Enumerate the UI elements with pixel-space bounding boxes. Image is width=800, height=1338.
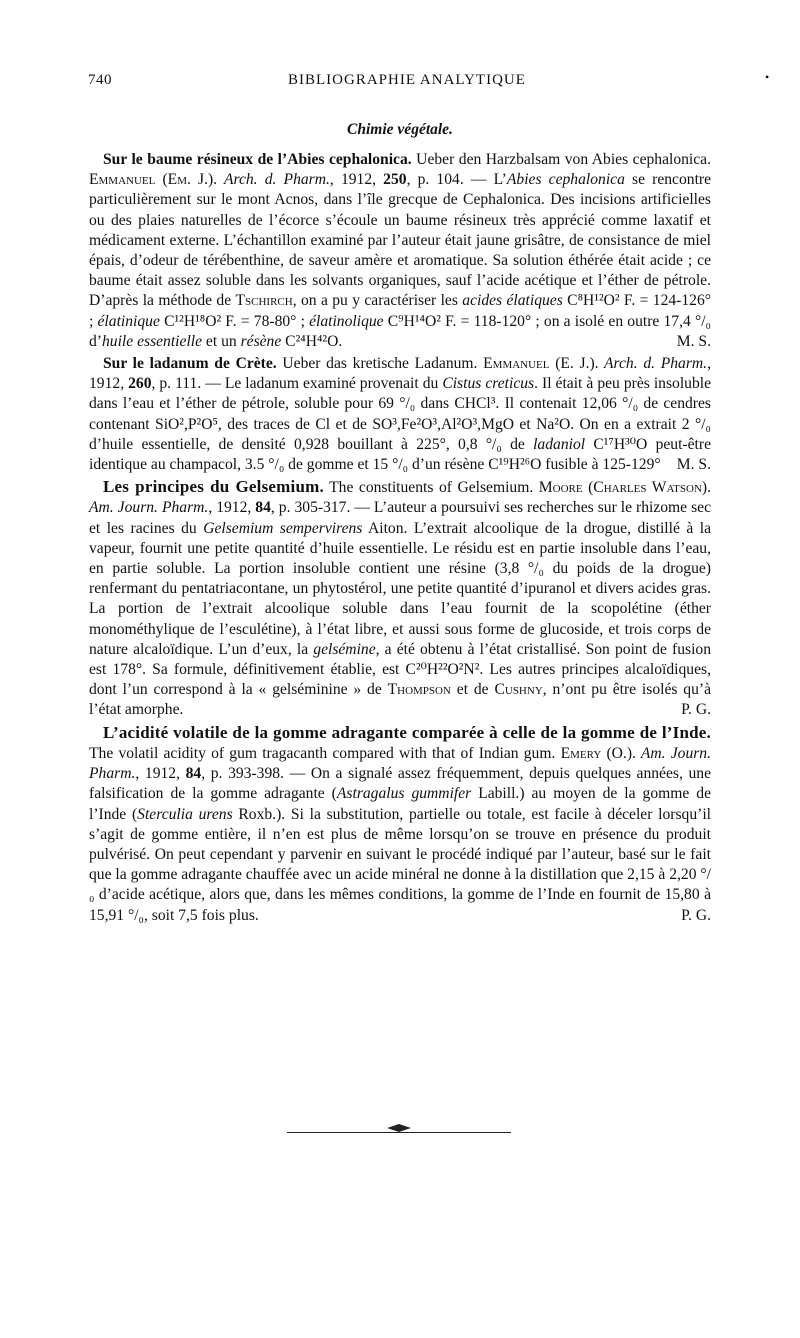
entry-text: et un	[202, 332, 241, 350]
entry-text: . Il était à peu près insoluble dans l’eau et l’éther de pétrole, soluble pour 69 °/₀ dans CHCl³. Il contenait 12,06 °/₀ de cendres contenant SiO²,P²O⁵, des traces de Cl et de SO³,Fe²O³,Al²O³,MgO et Na²O. On en a extrait 2 °/₀ d’huile essentielle, de densité 0,928 bouillant à 225°, 0,8 °/₀ de	[89, 375, 711, 453]
entry-text: The volatil acidity of gum tragacanth compared with that of Indian gum.	[89, 744, 561, 762]
entry-signature: P. G.	[681, 906, 711, 924]
abstract-entry-abies	[89, 150, 711, 352]
entry-signature: M. S.	[676, 332, 711, 350]
entry-heading: Sur le ladanum de Crète.	[103, 355, 277, 373]
formula-text: C²⁴H⁴²O.	[281, 332, 343, 350]
entry-text: , 1912,	[89, 355, 711, 393]
author-name: Thompson	[387, 681, 451, 699]
formula-text: C⁹H¹⁴O² F. = 118-120° ; on a isolé en outre 17,4 °/₀ d’	[89, 312, 711, 350]
entry-text: Aiton. L’extrait alcoolique de la drogue, distillé à la vapeur, fournit une petite quantité d’huile essentielle. Le résidu est en partie insoluble dans l’eau, en partie soluble. La portion insoluble contient une résine (3,8 °/₀ du poids de la drogue) renfermant du pentatriacontane, un phytostérol, une petite quantité d’ipuranol et divers acides gras. La portion de l’extrait alcoolique soluble dans l’eau fournit de la scopolétine (éther monométhylique de l’esculétine), à l’état libre, et aussi sous forme de glucoside, et trois corps de nature alcaloïdique. L’un d’eux, la	[89, 519, 711, 658]
author-name: Cushny	[494, 681, 543, 699]
formula-text: C⁸H¹²O² F. = 124-126° ;	[89, 292, 711, 330]
abstract-entry-gomme	[89, 723, 711, 926]
section-title: Chimie végétale.	[347, 121, 453, 138]
entry-text: , p. 104. — L’	[406, 171, 507, 189]
entry-text: The constituents of Gelsemium.	[323, 479, 539, 497]
species-name: Gelsemium sempervirens	[203, 519, 363, 537]
entry-author: Emery (O.).	[560, 744, 636, 762]
entry-journal: Am. Journ. Pharm.	[89, 499, 209, 517]
entry-heading: L’acidité volatile de la gomme adragante comparée à celle de la gomme de l’Inde.	[103, 722, 711, 742]
margin-mark: •	[765, 70, 770, 84]
entry-volume: 260	[128, 375, 152, 393]
entry-author: Moore (Charles Watson).	[538, 479, 711, 497]
entry-text: , a été obtenu à l’état cristallisé. Son point de fusion est 178°. Sa formule, définitivement établie, est C²⁰H²²O²N². Les autres principes alcaloïdiques, dont l’un correspond à la « gelséminine » de	[89, 640, 712, 699]
entry-text: , 1912,	[208, 499, 256, 517]
entry-text: , 1912,	[329, 171, 384, 189]
entry-text: Ueber das kretische Ladanum.	[276, 355, 484, 373]
abstract-entry-ladanum	[89, 354, 711, 475]
compound-name: résène	[240, 332, 282, 350]
compound-name: huile essentielle	[102, 332, 203, 350]
page-number: 740	[88, 72, 112, 88]
species-name: Sterculia urens	[137, 805, 233, 823]
entry-text: se rencontre particulièrement sur le mont Acnos, dans l’île grecque de Cephalonica. Des incisions artificielles ou des plaies naturelles de l’écorce s’écoule un baume résineux très apprécié comme laxatif et médicament externe. L’échantillon examiné par l’auteur était jaune grisâtre, de consistance de miel épais, d’odeur de térébenthine, de saveur amère et aromatique. Sa solution éthérée était acide ; ce baume était assez soluble dans les solvants organiques, sauf l’acide acétique et l’éther de pétrole. D’après la méthode de	[89, 171, 712, 310]
entry-author: Emmanuel (E. J.).	[483, 355, 599, 373]
entry-journal: Arch. d. Pharm.	[217, 171, 330, 189]
species-name: Abies cephalonica	[506, 171, 625, 189]
entry-signature: M. S.	[676, 456, 711, 474]
compound-name: acides élatiques	[462, 292, 563, 310]
entry-text: , n’ont pu être isolés qu’à l’état amorphe.	[89, 681, 712, 719]
entry-volume: 84	[255, 499, 271, 517]
author-name: Tschirch	[235, 292, 293, 310]
compound-name: élatinique	[97, 312, 160, 330]
entry-volume: 250	[383, 171, 407, 189]
end-ornament-rule	[287, 1132, 511, 1133]
entry-text: Roxb.). Si la substitution, partielle ou totale, est facile à déceler lorsqu’il s’agit de gomme entière, il n’en est plus de même lorsqu’on se trouve en présence du produit pulvérisé. On peut cependant y parvenir en suivant le procédé indiqué par l’auteur, basé sur le fait que la gomme adragante chauffée avec un acide minéral ne donne à la distillation que 2,15 à 2,20 °/₀ d’acide acétique, alors que, dans les mêmes conditions, la gomme de l’Inde en fournit de 15,80 à 15,91 °/₀, soit 7,5 fois plus.	[89, 805, 711, 924]
entry-volume: 84	[185, 765, 202, 783]
entry-text: C¹⁷H³⁰O peut-être identique au champacol, 3.5 °/₀ de gomme et 15 °/₀ d’un résène C¹⁹H²⁶O fusible à 125-129°	[89, 435, 711, 474]
species-name: Cistus creticus	[442, 375, 535, 393]
entry-heading: Les principes du Gelsemium.	[103, 477, 324, 497]
entry-text: , 1912,	[135, 765, 186, 783]
entry-text: Ueber den Harzbalsam von Abies cephalonica.	[411, 151, 711, 168]
entry-text: et de	[450, 681, 495, 699]
abstract-entry-gelsemium	[89, 477, 711, 720]
entry-signature: P. G.	[681, 701, 711, 719]
entry-author: Emmanuel (Em. J.).	[89, 171, 218, 189]
compound-name: gelsémine	[313, 640, 376, 658]
entry-text: Labill.) au moyen de la gomme de l’Inde (	[89, 785, 711, 823]
entry-heading: Sur le baume résineux de l’Abies cephalonica.	[103, 151, 412, 168]
entry-journal: Arch. d. Pharm.	[598, 355, 708, 373]
species-name: Astragalus gummifer	[336, 785, 472, 803]
entry-text: , p. 305-317. — L’auteur a poursuivi ses recherches sur le rhizome sec et les racines du	[89, 499, 712, 537]
compound-name: ladaniol	[533, 435, 586, 453]
compound-name: élatinolique	[309, 312, 384, 330]
entry-journal: Am. Journ. Pharm.	[89, 744, 711, 783]
entry-text: , p. 393-398. — On a signalé assez fréquemment, depuis quelques années, une falsification de la gomme adragante (	[89, 765, 712, 803]
article-body	[89, 150, 711, 928]
entry-text: , on a pu y caractériser les	[292, 292, 463, 310]
running-title: BIBLIOGRAPHIE ANALYTIQUE	[288, 72, 526, 88]
entry-text: , p. 111. — Le ladanum examiné provenait du	[151, 375, 443, 393]
formula-text: C¹²H¹⁸O² F. = 78-80° ;	[159, 312, 310, 330]
page-header	[88, 72, 710, 96]
